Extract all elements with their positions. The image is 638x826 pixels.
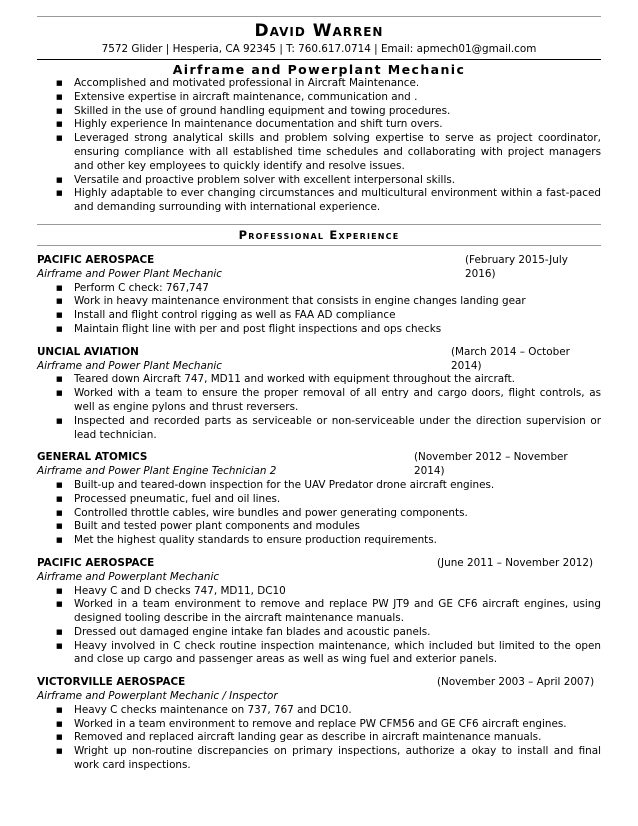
- job-bullet: [37, 626, 601, 640]
- job-entry: [37, 557, 601, 667]
- job-bullets: [37, 585, 601, 668]
- bullet-icon: ■: [56, 106, 63, 115]
- job-header: [37, 557, 601, 571]
- job-bullet: [37, 585, 601, 599]
- bullet-icon: ■: [56, 480, 63, 489]
- bullet-icon: ■: [56, 586, 63, 595]
- bullet-icon: ■: [56, 175, 63, 184]
- bullet-text: Removed and replaced aircraft landing gear as describe in aircraft maintenance manuals.: [74, 731, 542, 744]
- section-heading-experience: Professional Experience: [238, 227, 400, 242]
- company-name: VICTORVILLE AEROSPACE: [37, 676, 186, 689]
- job-bullet: [37, 282, 601, 296]
- bullet-icon: ■: [56, 92, 63, 101]
- job-bullet: [37, 479, 601, 493]
- job-bullet: [37, 745, 601, 773]
- job-role: Airframe and Powerplant Mechanic / Inspector: [37, 690, 278, 703]
- job-header: [37, 676, 601, 690]
- bullet-icon: ■: [56, 324, 63, 333]
- company-name: GENERAL ATOMICS: [37, 451, 148, 464]
- bullet-text: Heavy C and D checks 747, MD11, DC10: [74, 584, 286, 597]
- bullet-text: Built-up and teared-down inspection for the UAV Predator drone aircraft engines.: [74, 478, 495, 491]
- bullet-text: Work in heavy maintenance environment that consists in engine changes landing gear: [74, 295, 526, 308]
- job-entry: [37, 346, 601, 443]
- bullet-icon: ■: [56, 416, 63, 425]
- job-role: Airframe and Power Plant Mechanic: [37, 267, 223, 280]
- experience-list: [37, 254, 601, 773]
- bullet-text: Built and tested power plant components and modules: [74, 520, 360, 533]
- bullet-text: Leveraged strong analytical skills and problem solving expertise to serve as project coordinator, ensuring compliance with all established time schedules and collaborating with project managers and other key employees to quickly identify and resolve issues.: [74, 132, 601, 172]
- bullet-icon: ■: [56, 733, 63, 742]
- summary-bullet: [37, 77, 601, 91]
- bullet-icon: ■: [56, 600, 63, 609]
- bullet-text: Processed pneumatic, fuel and oil lines.: [74, 492, 281, 505]
- bullet-icon: ■: [56, 189, 63, 198]
- job-bullet: [37, 507, 601, 521]
- bullet-text: Controlled throttle cables, wire bundles and power generating components.: [74, 506, 468, 519]
- job-dates: (February 2015-July 2016): [465, 253, 568, 280]
- job-role: Airframe and Power Plant Mechanic: [37, 359, 223, 372]
- bullet-icon: ■: [56, 494, 63, 503]
- summary-bullet: [37, 174, 601, 188]
- bullet-icon: ■: [56, 389, 63, 398]
- company-name: PACIFIC AEROSPACE: [37, 556, 155, 569]
- bullet-icon: ■: [56, 79, 63, 87]
- job-bullet: [37, 718, 601, 732]
- summary-bullet: [37, 187, 601, 215]
- top-divider: [37, 16, 601, 17]
- job-bullets: [37, 479, 601, 548]
- bullet-text: Heavy involved in C check routine inspection maintenance, which included but limited to the open and close up cargo and passenger areas as well as wing fuel and exterior panels.: [74, 639, 601, 666]
- bullet-text: Worked in a team environment to remove and replace PW CFM56 and GE CF6 aircraft engines.: [74, 717, 567, 730]
- summary-bullet: [37, 105, 601, 119]
- bullet-icon: ■: [56, 536, 63, 545]
- job-entry: [37, 451, 601, 548]
- job-bullet: [37, 534, 601, 548]
- company-name: PACIFIC AEROSPACE: [37, 253, 155, 266]
- job-bullets: [37, 704, 601, 773]
- job-dates: (November 2012 – November 2014): [414, 451, 568, 478]
- job-dates: (March 2014 – October 2014): [451, 345, 570, 372]
- bullet-icon: ■: [56, 508, 63, 517]
- job-bullet: [37, 415, 601, 443]
- bullet-text: Highly experience In maintenance documentation and shift turn overs.: [74, 118, 443, 131]
- summary-list: [37, 77, 601, 215]
- bullet-text: Teared down Aircraft 747, MD11 and worked with equipment throughout the aircraft.: [74, 373, 515, 386]
- summary-bullet: [37, 132, 601, 173]
- header-divider: [37, 59, 601, 60]
- bullet-text: Heavy C checks maintenance on 737, 767 and DC10.: [74, 703, 352, 716]
- bullet-icon: ■: [56, 719, 63, 728]
- bullet-text: Met the highest quality standards to ensure production requirements.: [74, 534, 437, 547]
- contact-line: 7572 Glider | Hesperia, CA 92345 | T: 760.617.0714 | Email: apmech01@gmail.com: [101, 43, 537, 55]
- bullet-text: Inspected and recorded parts as serviceable or non-serviceable under the direction supervision or lead technician.: [74, 414, 601, 441]
- job-entry: [37, 676, 601, 773]
- bullet-icon: ■: [56, 522, 63, 531]
- job-bullet: [37, 323, 601, 337]
- bullet-icon: ■: [56, 641, 63, 650]
- bullet-text: Wright up non-routine discrepancies on primary inspections, authorize a okay to install and final work card inspections.: [74, 745, 601, 772]
- bullet-icon: ■: [56, 375, 63, 384]
- bullet-text: Versatile and proactive problem solver with excellent interpersonal skills.: [74, 173, 456, 186]
- job-bullet: [37, 387, 601, 415]
- bullet-text: Extensive expertise in aircraft maintenance, communication and .: [74, 90, 418, 103]
- job-entry: [37, 254, 601, 337]
- summary-bullet: [37, 118, 601, 132]
- job-bullet: [37, 309, 601, 323]
- summary-bullet: [37, 91, 601, 105]
- job-bullet: [37, 598, 601, 626]
- job-dates: (June 2011 – November 2012): [437, 556, 594, 569]
- resume-page: [37, 0, 601, 773]
- job-bullet: [37, 373, 601, 387]
- company-name: UNCIAL AVIATION: [37, 345, 139, 358]
- bullet-icon: ■: [56, 627, 63, 636]
- bullet-icon: ■: [56, 297, 63, 306]
- bullet-icon: ■: [56, 705, 63, 714]
- bullet-icon: ■: [56, 283, 63, 292]
- job-bullet: [37, 520, 601, 534]
- bullet-text: Dressed out damaged engine intake fan blades and acoustic panels.: [74, 625, 431, 638]
- job-bullet: [37, 295, 601, 309]
- bullet-text: Accomplished and motivated professional in Aircraft Maintenance.: [74, 77, 420, 89]
- bullet-text: Install and flight control rigging as well as FAA AD compliance: [74, 309, 396, 322]
- job-bullet: [37, 704, 601, 718]
- job-bullets: [37, 373, 601, 442]
- bullet-text: Perform C check: 767,747: [74, 281, 209, 294]
- bullet-icon: ■: [56, 120, 63, 129]
- job-bullet: [37, 731, 601, 745]
- job-role: Airframe and Powerplant Mechanic: [37, 570, 220, 583]
- job-bullet: [37, 493, 601, 507]
- bullet-text: Worked in a team environment to remove and replace PW JT9 and GE CF6 aircraft engines, using designed tooling describe in the aircraft maintenance manuals.: [74, 598, 601, 625]
- section-divider: [37, 224, 601, 225]
- bullet-text: Worked with a team to ensure the proper removal of all entry and cargo doors, flight controls, as well as engine pylons and thrust reversers.: [74, 387, 601, 413]
- bullet-text: Highly adaptable to ever changing circumstances and multicultural environment within a fast-paced and demanding surrounding with international experience.: [74, 187, 601, 214]
- bullet-text: Skilled in the use of ground handling equipment and towing procedures.: [74, 104, 451, 117]
- section-heading-underline: [37, 245, 601, 246]
- job-role: Airframe and Power Plant Engine Technician 2: [37, 465, 277, 478]
- job-dates: (November 2003 – April 2007): [437, 676, 595, 689]
- job-bullet: [37, 640, 601, 668]
- bullet-icon: ■: [56, 134, 63, 143]
- profile-title: Airframe and Powerplant Mechanic: [172, 62, 466, 77]
- bullet-text: Maintain flight line with per and post flight inspections and ops checks: [74, 322, 442, 335]
- bullet-icon: ■: [56, 747, 63, 756]
- bullet-icon: ■: [56, 311, 63, 320]
- candidate-name: David Warren: [254, 21, 384, 41]
- job-bullets: [37, 282, 601, 337]
